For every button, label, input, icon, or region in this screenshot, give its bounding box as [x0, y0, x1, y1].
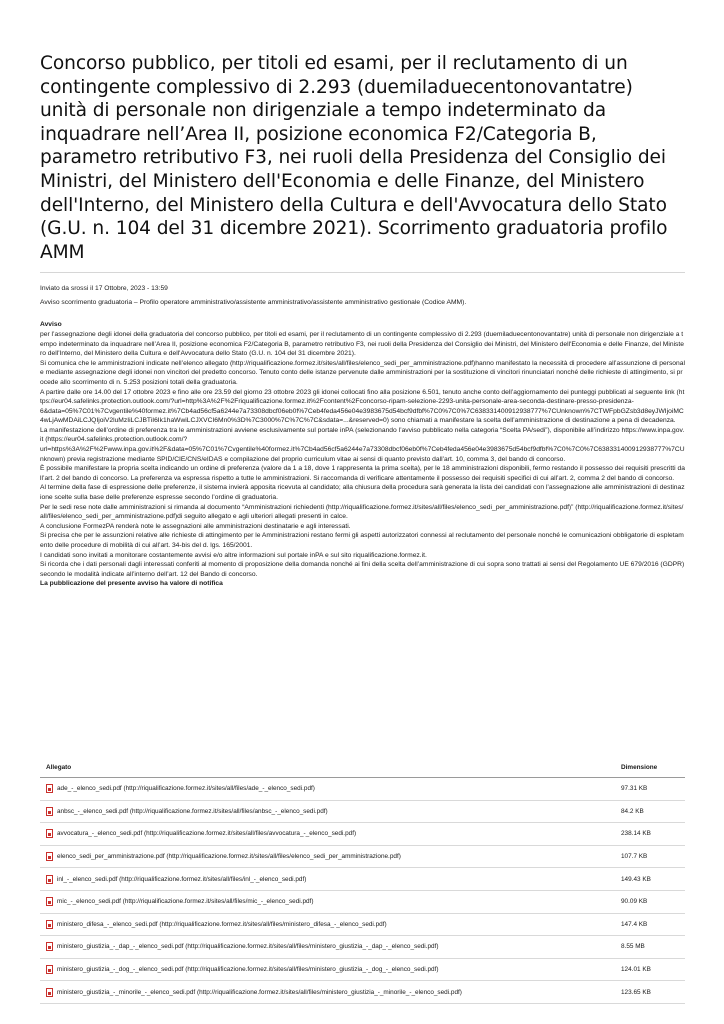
- pdf-file-icon: [46, 965, 53, 974]
- table-row: [40, 868, 685, 891]
- table-header: [40, 757, 685, 778]
- avviso-heading: Avviso: [40, 321, 62, 329]
- table-row: [40, 801, 685, 824]
- attachment-link[interactable]: ministero_difesa_-_elenco_sedi.pdf (http://riqualificazione.formez.it/sites/all/files/ministero_difesa_-_elenco_sedi.pdf): [57, 920, 387, 928]
- table-row: [40, 823, 685, 846]
- attachment-link[interactable]: mic_-_elenco_sedi.pdf (http://riqualificazione.formez.it/sites/all/files/mic_-_elenco_sedi.pdf): [57, 898, 314, 906]
- paragraph: Al termine della fase di espressione delle preferenze, il sistema invierà apposita ricevuta al candidato; alla chiusura della procedura sarà generata la lista dei candidati con l’assegnazione alle amministrazioni di destinazione scelte sulla base delle preferenze espresse secondo l’ordine di graduatoria.: [40, 484, 685, 502]
- attachment-link[interactable]: ade_-_elenco_sedi.pdf (http://riqualificazione.formez.it/sites/all/files/ade_-_elenco_sedi.pdf): [57, 785, 315, 793]
- file-size: 84.2 KB: [621, 807, 644, 815]
- paragraph: Per le sedi rese note dalle amministrazioni si rimanda al documento “Amministrazioni richiedenti (http://riqualificazione.formez.it/sites/all/files/elenco_sedi_per_amministrazione.pdf)” (http://riqualificazione.formez.it/sites/all/files/elenco_sedi_per_amministrazione.pdf)di seguito allegato e agli ulteriori allegati presenti in calce.: [40, 503, 684, 521]
- file-size: 97.31 KB: [621, 785, 648, 793]
- file-size: 149.43 KB: [621, 875, 651, 883]
- pdf-file-icon: [46, 942, 53, 951]
- title-divider: [40, 272, 685, 273]
- post-summary: Avviso scorrimento graduatoria – Profilo operatore amministrativo/assistente amministrativo/assistente amministrativo gestionale (Codice AMM).: [40, 298, 467, 306]
- table-row: [40, 936, 685, 959]
- pdf-file-icon: [46, 897, 53, 906]
- article: [40, 52, 685, 589]
- attachment-link[interactable]: elenco_sedi_per_amministrazione.pdf (http://riqualificazione.formez.it/sites/all/files/elenco_sedi_per_amministrazione.pdf): [57, 853, 401, 861]
- file-size: 147.4 KB: [621, 920, 648, 928]
- paragraph: È possibile manifestare la propria scelta indicando un ordine di preferenza (valore da 1 a 18, dove 1 rappresenta la prima scelta), per le 18 amministrazioni disponibili, fermo restando il possesso dei requisiti prescritti dall’art. 2 del bando di concorso. La preferenza va espressa rispetto a tutte le amministrazioni. Si raccomanda di verificare attentamente il possesso dei requisiti specifici di cui all’art. 2, comma 2 del bando di concorso.: [40, 465, 685, 482]
- paragraph: I candidati sono invitati a monitorare costantemente avvisi e/o altre informazioni sul portale inPA e sul sito riqualificazione.formez.it.: [40, 551, 427, 559]
- table-row: [40, 891, 685, 914]
- table-row: [40, 981, 685, 1004]
- pdf-file-icon: [46, 875, 53, 884]
- pdf-file-icon: [46, 784, 53, 793]
- file-size: 124.01 KB: [621, 966, 651, 974]
- attachment-link[interactable]: ministero_giustizia_-_dog_-_elenco_sedi.pdf (http://riqualificazione.formez.it/sites/all/files/ministero_giustizia_-_dog_-_elenco_sedi.pdf): [57, 966, 439, 974]
- paragraph: A conclusione FormezPA renderà note le assegnazioni alle amministrazioni destinatarie e agli interessati.: [40, 522, 351, 530]
- attachment-link[interactable]: inl_-_elenco_sedi.pdf (http://riqualificazione.formez.it/sites/all/files/inl_-_elenco_sedi.pdf): [57, 875, 307, 883]
- file-size: 123.65 KB: [621, 988, 651, 996]
- paragraph: Si precisa che per le assunzioni relative alle richieste di attingimento per le Amministrazioni restano fermi gli aspetti autorizzatori connessi al reclutamento del personale nonché le comunicazioni obbligatorie di espletamento delle procedure di mobilità di cui all’art. 34-bis del d. lgs. 165/2001.: [40, 532, 684, 549]
- pdf-file-icon: [46, 807, 53, 816]
- paragraph: La manifestazione dell’ordine di preferenza tra le amministrazioni avviene esclusivamente sul portale inPA (selezionando l’avviso pubblicato nella categoria “Scelta PA/sedi”), disponibile all’indirizzo https://www.inpa.gov.it (https://eur04.safelinks.protection.outlook.com/? url=https%3A%2F%2Fwww.inpa.gov.it%2F&data=05%7C01%7Cvgentile%40formez.it%7Cb4ad56cf5a6244e7a73308dbcf06eb0f%7Ceb4feda456e04e3983675d54bcf9dfbf%7C0%7C0%7C638331400912938777%7CUnknown) previa registrazione mediante SPID/CIE/CNS/eIDAS e compilazione del proprio curriculum vitae ai sensi di quanto previsto dall’art. 10, comma 3, del bando di concorso.: [40, 426, 685, 463]
- page-title: Concorso pubblico, per titoli ed esami, per il reclutamento di un contingente complessivo di 2.293 (duemiladuecentonovantatre) unità di personale non dirigenziale a tempo indeterminato da inquadrare nell’Area II, posizione economica F2/Categoria B, parametro retributivo F3, nei ruoli della Presidenza del Consiglio dei Ministri, del Ministero dell'Economia e delle Finanze, del Ministero dell'Interno, del Ministero della Cultura e dell'Avvocatura dello Stato (G.U. n. 104 del 31 dicembre 2021). Scorrimento graduatoria profilo AMM: [40, 53, 668, 263]
- pdf-file-icon: [46, 920, 53, 929]
- table-row: [40, 959, 685, 982]
- pdf-file-icon: [46, 852, 53, 861]
- post-meta: Inviato da srossi il 17 Ottobre, 2023 - 13:59: [40, 285, 168, 293]
- pdf-file-icon: [46, 829, 53, 838]
- notification-notice: La pubblicazione del presente avviso ha valore di notifica: [40, 580, 223, 588]
- attachment-link[interactable]: anbsc_-_elenco_sedi.pdf (http://riqualificazione.formez.it/sites/all/files/anbsc_-_elenco_sedi.pdf): [57, 807, 328, 815]
- paragraph: A partire dalle ore 14.00 del 17 ottobre 2023 e fino alle ore 23.59 del giorno 23 ottobre 2023 gli idonei collocati fino alla posizione 6.501, tenuto anche conto dell’aggiornamento dei punteggi pubblicati al seguente link (https://eur04.safelinks.protection.outlook.com/?url=http%3A%2F%2Friqualificazione.formez.it%2Fcontent%2Fconcorso-ripam-selezione-2293-unita-personale-area-seconda-destinare-presso-presidenza- 6&data=05%7C01%7Cvgentile%40formez.it%7Cb4ad56cf5a6244e7a73308dbcf06eb0f%7Ceb4feda456e04e3983675d54bcf9dfbf%7C0%7C0%7C638331400912938777%7CUnknown%7CTWFpbGZsb3d8eyJWIjoiMC4wLjAwMDAiLCJQIjoiV2luMzIiLCJBTiI6Ik1haWwiLCJXVCI6Mn0%3D%7C3000%7C%7C%7C&sdata=...&reserved=0) sono chiamati a manifestare la scelta dell’amministrazione di destinazione a pena di decadenza.: [40, 388, 685, 425]
- file-size: 8.55 MB: [621, 943, 645, 951]
- table-row: [40, 846, 685, 869]
- file-size: 90.09 KB: [621, 898, 648, 906]
- attachment-link[interactable]: ministero_giustizia_-_dap_-_elenco_sedi.pdf (http://riqualificazione.formez.it/sites/all/files/ministero_giustizia_-_dap_-_elenco_sedi.pdf): [57, 943, 439, 951]
- file-size: 238.14 KB: [621, 830, 651, 838]
- article-body: [40, 320, 685, 589]
- attachment-link[interactable]: ministero_giustizia_-_minorile_-_elenco_sedi.pdf (http://riqualificazione.formez.it/sites/all/files/ministero_giustizia_-_minorile_-_elenco_sedi.pdf): [57, 988, 462, 996]
- header-allegato: Allegato: [46, 763, 72, 771]
- file-size: 107.7 KB: [621, 853, 648, 861]
- table-row: [40, 914, 685, 937]
- attachment-link[interactable]: avvocatura_-_elenco_sedi.pdf (http://riqualificazione.formez.it/sites/all/files/avvocatura_-_elenco_sedi.pdf): [57, 830, 357, 838]
- paragraph: per l’assegnazione degli idonei della graduatoria del concorso pubblico, per titoli ed esami, per il reclutamento di un contingente complessivo di 2.293 (duemiladuecentonovantatre) unità di personale non dirigenziale a tempo indeterminato da inquadrare nell’Area II, posizione economica F2/Categoria B, parametro retributivo F3, nei ruoli della Presidenza del Consiglio dei Ministri, del Ministero dell'Economia e delle Finanze, del Ministero dell'Interno, del Ministero della Cultura e dell'Avvocatura dello Stato (G.U. n. 104 del 31 dicembre 2021).: [40, 330, 684, 358]
- table-row: [40, 778, 685, 801]
- paragraph: Si comunica che le amministrazioni indicate nell’elenco allegato (http://riqualificazione.formez.it/sites/all/files/elenco_sedi_per_amministrazione.pdf)hanno manifestato la necessità di procedere all’assunzione di personale mediante assegnazione degli idonei non vincitori del predetto concorso. Tenuto conto delle istanze pervenute dalle amministrazioni per la sostituzione di vincitori rinunciatari nonché delle richieste di attingimento, si procede allo scorrimento di n. 5.253 posizioni totali della graduatoria.: [40, 359, 685, 386]
- header-dimensione: Dimensione: [621, 763, 658, 771]
- pdf-file-icon: [46, 988, 53, 997]
- attachments-table: [40, 757, 685, 1004]
- paragraph: Si ricorda che i dati personali dagli interessati conferiti al momento di proposizione della domanda nonché ai fini della scelta dell’amministrazione di cui sopra sono trattati ai sensi del Regolamento UE 679/2016 (GDPR) secondo le modalità indicate all’interno dell’art. 12 del Bando di concorso.: [40, 561, 685, 578]
